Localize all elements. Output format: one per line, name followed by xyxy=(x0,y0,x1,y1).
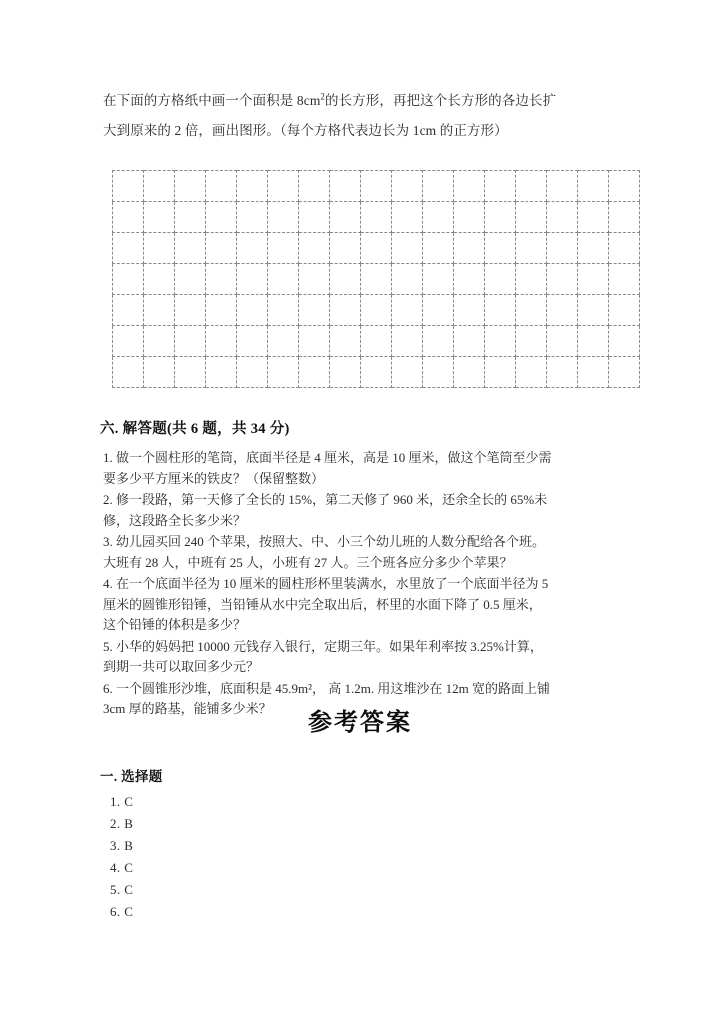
grid-cell xyxy=(609,202,640,233)
grid-cell xyxy=(144,171,175,202)
intro-question-line-1 xyxy=(103,86,631,116)
grid-cell xyxy=(485,171,516,202)
grid-cell xyxy=(206,295,237,326)
grid-cell xyxy=(392,357,423,388)
grid-cell xyxy=(237,326,268,357)
grid-cell xyxy=(392,264,423,295)
intro-question-text xyxy=(103,86,631,146)
grid-cell xyxy=(547,357,578,388)
grid-cell xyxy=(113,295,144,326)
grid-row xyxy=(113,202,640,233)
answer-key-item: 6. C xyxy=(110,904,134,919)
grid-cell xyxy=(175,295,206,326)
question-line: 厘米的圆锥形铅锤，当铅锤从水中完全取出后，杯里的水面下降了 0.5 厘米， xyxy=(103,596,542,612)
grid-cell xyxy=(268,233,299,264)
question-item xyxy=(103,490,637,531)
grid-cell xyxy=(175,171,206,202)
answer-key-title: 参考答案 xyxy=(308,710,412,736)
grid-cell xyxy=(454,264,485,295)
grid-cell xyxy=(175,202,206,233)
grid-cell xyxy=(144,326,175,357)
question-line: 3cm 厚的路基，能铺多少米？ xyxy=(103,701,272,716)
grid-cell xyxy=(547,171,578,202)
grid-cell xyxy=(516,202,547,233)
grid-cell xyxy=(392,202,423,233)
grid-cell xyxy=(423,233,454,264)
grid-cell xyxy=(206,357,237,388)
grid-cell xyxy=(299,295,330,326)
grid-cell xyxy=(516,264,547,295)
grid-cell xyxy=(578,171,609,202)
intro-question-line-1-b: 的长方形，再把这个长方形的各边长扩 xyxy=(324,93,557,108)
grid-cell xyxy=(485,295,516,326)
grid-cell xyxy=(547,202,578,233)
grid-cell xyxy=(330,264,361,295)
grid-cell xyxy=(578,233,609,264)
grid-cell xyxy=(268,171,299,202)
grid-cell xyxy=(144,264,175,295)
grid-cell xyxy=(578,202,609,233)
grid-cell xyxy=(361,233,392,264)
grid-cell xyxy=(361,171,392,202)
question-line: 修，这段路全长多少米？ xyxy=(103,512,247,528)
answer-key-item: 4. C xyxy=(110,860,134,875)
grid-row xyxy=(113,357,640,388)
grid-cell xyxy=(175,264,206,295)
grid-cell xyxy=(516,326,547,357)
grid-row xyxy=(113,295,640,326)
grid-cell xyxy=(175,326,206,357)
question-item xyxy=(103,637,637,678)
grid-cell xyxy=(268,326,299,357)
grid-cell xyxy=(609,264,640,295)
grid-cell xyxy=(237,233,268,264)
intro-question-line-1-a: 在下面的方格纸中画一个面积是 8cm xyxy=(103,93,321,108)
grid-cell xyxy=(454,202,485,233)
question-line: 这个铅锤的体积是多少？ xyxy=(103,617,247,632)
question-item xyxy=(103,574,637,636)
question-line: 要多少平方厘米的铁皮？（保留整数） xyxy=(103,470,325,486)
grid-cell xyxy=(485,326,516,357)
grid-paper-body xyxy=(113,171,640,388)
question-item xyxy=(103,448,637,489)
grid-cell xyxy=(330,326,361,357)
question-line: 2. 修一段路，第一天修了全长的 15%，第二天修了 960 米，还余全长的 65%未 xyxy=(103,492,548,507)
answer-key-item: 3. B xyxy=(110,838,134,853)
grid-cell xyxy=(113,357,144,388)
grid-cell xyxy=(423,326,454,357)
question-line: 4. 在一个底面半径为 10 厘米的圆柱形杯里装满水，水里放了一个底面半径为 5 xyxy=(103,576,549,591)
grid-cell xyxy=(113,233,144,264)
grid-cell xyxy=(268,357,299,388)
grid-cell xyxy=(423,264,454,295)
grid-cell xyxy=(206,202,237,233)
grid-cell xyxy=(237,171,268,202)
question-line: 6. 一个圆锥形沙堆，底面积是 45.9m²， 高 1.2m. 用这堆沙在 12m 宽的路面上铺 xyxy=(103,680,550,696)
grid-cell xyxy=(547,295,578,326)
grid-cell xyxy=(299,202,330,233)
grid-cell xyxy=(299,264,330,295)
grid-cell xyxy=(330,202,361,233)
grid-cell xyxy=(113,171,144,202)
grid-cell xyxy=(299,233,330,264)
grid-cell xyxy=(423,295,454,326)
grid-cell xyxy=(392,326,423,357)
answer-key-section-heading: 一. 选择题 xyxy=(100,769,163,784)
grid-cell xyxy=(237,264,268,295)
grid-cell xyxy=(609,233,640,264)
grid-cell xyxy=(547,264,578,295)
grid-paper-table xyxy=(112,170,640,388)
grid-cell xyxy=(330,233,361,264)
answer-key-item: 5. C xyxy=(110,882,134,897)
grid-cell xyxy=(547,233,578,264)
grid-row xyxy=(113,264,640,295)
grid-cell xyxy=(113,264,144,295)
grid-cell xyxy=(330,171,361,202)
grid-cell xyxy=(113,326,144,357)
grid-cell xyxy=(485,233,516,264)
grid-cell xyxy=(578,357,609,388)
grid-paper-area xyxy=(112,170,640,388)
grid-cell xyxy=(206,233,237,264)
answer-key-item: 2. B xyxy=(110,816,134,831)
grid-cell xyxy=(237,202,268,233)
question-line: 3. 幼儿园买回 240 个苹果，按照大、中、小三个幼儿班的人数分配给各个班。 xyxy=(103,534,546,549)
grid-cell xyxy=(144,202,175,233)
grid-cell xyxy=(175,357,206,388)
grid-cell xyxy=(361,326,392,357)
grid-row xyxy=(113,233,640,264)
grid-row xyxy=(113,326,640,357)
grid-cell xyxy=(485,357,516,388)
grid-cell xyxy=(175,233,206,264)
intro-question-line-2: 大到原来的 2 倍，画出图形。（每个方格代表边长为 1cm 的正方形） xyxy=(103,123,508,138)
grid-cell xyxy=(392,171,423,202)
grid-row xyxy=(113,171,640,202)
question-line: 1. 做一个圆柱形的笔筒，底面半径是 4 厘米，高是 10 厘米，做这个笔筒至少需 xyxy=(103,450,552,465)
section-heading-answer-questions: 六. 解答题(共 6 题，共 34 分) xyxy=(100,421,290,437)
grid-cell xyxy=(299,171,330,202)
question-line: 5. 小华的妈妈把 10000 元钱存入银行，定期三年。如果年利率按 3.25%计算， xyxy=(103,638,543,654)
grid-cell xyxy=(609,295,640,326)
grid-cell xyxy=(578,264,609,295)
grid-cell xyxy=(144,295,175,326)
grid-cell xyxy=(423,202,454,233)
grid-cell xyxy=(609,326,640,357)
grid-cell xyxy=(206,171,237,202)
grid-cell xyxy=(361,357,392,388)
grid-cell xyxy=(578,295,609,326)
grid-cell xyxy=(392,233,423,264)
grid-cell xyxy=(361,264,392,295)
grid-cell xyxy=(485,264,516,295)
grid-cell xyxy=(268,202,299,233)
grid-cell xyxy=(268,295,299,326)
grid-cell xyxy=(330,295,361,326)
question-list xyxy=(103,448,637,721)
grid-cell xyxy=(454,357,485,388)
grid-cell xyxy=(206,264,237,295)
grid-cell xyxy=(454,171,485,202)
grid-cell xyxy=(144,357,175,388)
grid-cell xyxy=(485,202,516,233)
grid-cell xyxy=(392,295,423,326)
grid-cell xyxy=(330,357,361,388)
grid-cell xyxy=(299,357,330,388)
answer-key-item: 1. C xyxy=(110,794,134,809)
grid-cell xyxy=(206,326,237,357)
grid-cell xyxy=(299,326,330,357)
grid-cell xyxy=(547,326,578,357)
grid-cell xyxy=(578,326,609,357)
grid-cell xyxy=(609,357,640,388)
grid-cell xyxy=(454,326,485,357)
grid-cell xyxy=(113,202,144,233)
grid-cell xyxy=(237,357,268,388)
grid-cell xyxy=(516,171,547,202)
grid-cell xyxy=(237,295,268,326)
question-line: 到期一共可以取回多少元？ xyxy=(103,659,260,674)
grid-cell xyxy=(268,264,299,295)
grid-cell xyxy=(361,202,392,233)
question-item xyxy=(103,532,637,573)
grid-cell xyxy=(423,357,454,388)
question-line: 大班有 28 人，中班有 25 人，小班有 27 人。三个班各应分多少个苹果？ xyxy=(103,554,513,570)
answer-key-list xyxy=(110,791,133,923)
grid-cell xyxy=(516,233,547,264)
grid-cell xyxy=(516,295,547,326)
grid-cell xyxy=(516,357,547,388)
grid-cell xyxy=(454,233,485,264)
grid-cell xyxy=(454,295,485,326)
grid-cell xyxy=(361,295,392,326)
grid-cell xyxy=(423,171,454,202)
intro-question-superscript: 2 xyxy=(320,91,325,102)
grid-cell xyxy=(609,171,640,202)
grid-cell xyxy=(144,233,175,264)
